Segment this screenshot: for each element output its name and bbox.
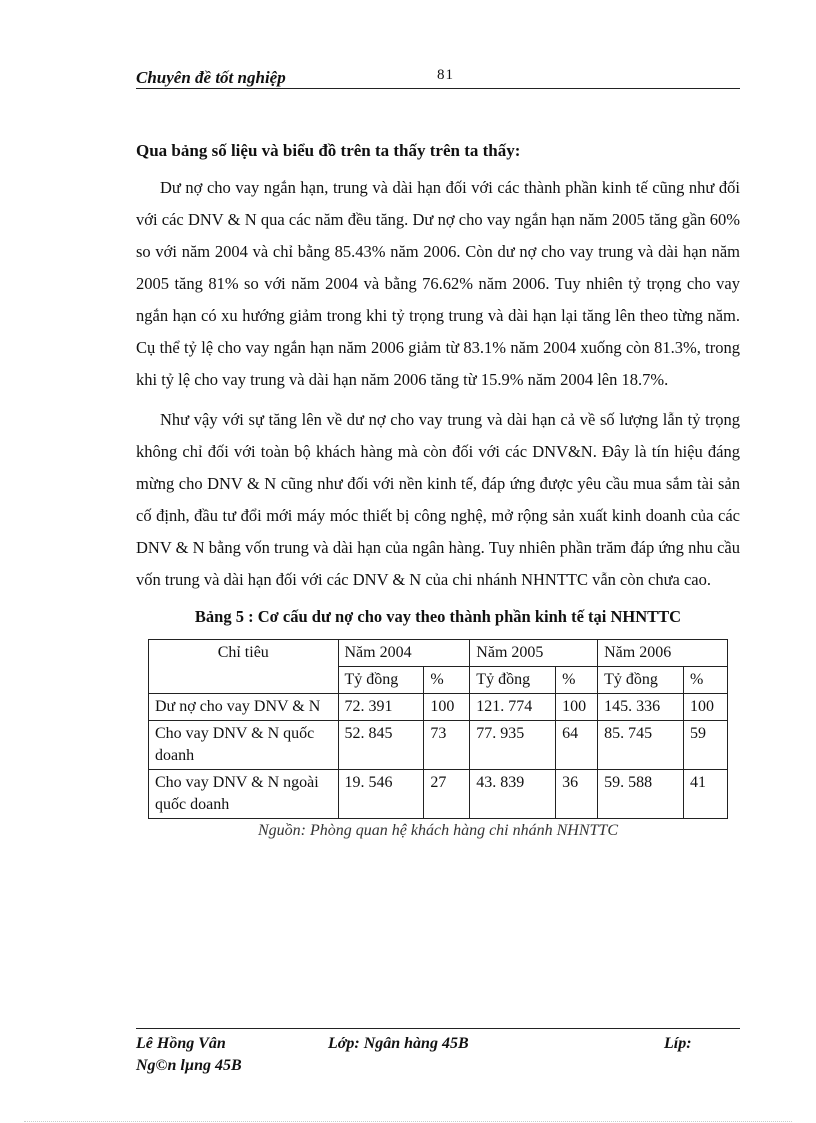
cell: 52. 845 [338,721,424,770]
footer-author: Lê Hồng Vân [136,1035,226,1052]
header-indicator: Chỉ tiêu [149,640,339,694]
footer-class-right: Líp: [664,1035,692,1052]
subheader-percent: % [556,667,598,694]
cell: 121. 774 [470,694,556,721]
row-label: Dư nợ cho vay DNV & N [149,694,339,721]
cell: 43. 839 [470,770,556,819]
footer-line2: Ng©n lµng 45B [136,1057,242,1074]
subheader-amount: Tỷ đồng [598,667,684,694]
page-number: 81 [437,67,454,83]
cell: 72. 391 [338,694,424,721]
subheader-amount: Tỷ đồng [338,667,424,694]
header-year-2006: Năm 2006 [598,640,728,667]
cell: 77. 935 [470,721,556,770]
subheader-percent: % [683,667,727,694]
paragraph-1: Dư nợ cho vay ngắn hạn, trung và dài hạn đối với các thành phần kinh tế cũng như đối với các DNV & N qua các năm đều tăng. Dư nợ cho vay ngắn hạn năm 2005 tăng gần 60% so với năm 2004 và chỉ bằng 85.43% năm 2006. Còn dư nợ cho vay trung và dài hạn năm 2005 tăng 81% so với năm 2004 và bằng 76.62% năm 2006. Tuy nhiên tỷ trọng cho vay ngắn hạn có xu hướng giảm trong khi tỷ trọng trung và dài hạn lại tăng lên theo từng năm. Cụ thể tỷ lệ cho vay ngắn hạn năm 2006 giảm từ 83.1% năm 2004 xuống còn 81.3%, trong khi tỷ lệ cho vay trung và dài hạn năm 2006 tăng từ 15.9% năm 2004 lên 18.7%. [136,178,740,389]
page-content [136,138,740,840]
page-header [136,64,740,89]
cell: 73 [424,721,470,770]
cell: 59 [683,721,727,770]
cell: 100 [556,694,598,721]
page-bottom-rule [24,1121,792,1122]
table-row [149,721,728,770]
cell: 19. 546 [338,770,424,819]
header-title: Chuyên đề tốt nghiệp [136,68,286,87]
header-year-2005: Năm 2005 [470,640,598,667]
footer-class: Lớp: Ngân hàng 45B [328,1035,469,1052]
section-heading: Qua bảng số liệu và biểu đồ trên ta thấy trên ta thấy: [136,141,521,160]
cell: 64 [556,721,598,770]
page-footer [136,1028,740,1074]
table-caption: Bảng 5 : Cơ cấu dư nợ cho vay theo thành phần kinh tế tại NHNTTC [194,607,682,626]
cell: 100 [683,694,727,721]
cell: 27 [424,770,470,819]
table-header-row [149,640,728,667]
table-source: Nguồn: Phòng quan hệ khách hàng chi nhánh NHNTTC [258,822,618,839]
table-row [149,694,728,721]
row-label: Cho vay DNV & N quốc doanh [149,721,339,770]
cell: 41 [683,770,727,819]
cell: 100 [424,694,470,721]
loan-structure-table [148,639,728,819]
header-year-2004: Năm 2004 [338,640,470,667]
paragraph-2: Như vậy với sự tăng lên về dư nợ cho vay trung và dài hạn cả về số lượng lẫn tỷ trọng không chỉ đối với toàn bộ khách hàng mà còn đối với các DNV&N. Đây là tín hiệu đáng mừng cho DNV & N cũng như đối với nền kinh tế, đáp ứng được yêu cầu mua sắm tài sản cố định, đầu tư đổi mới máy móc thiết bị công nghệ, mở rộng sản xuất kinh doanh của các DNV & N bằng vốn trung và dài hạn của ngân hàng. Tuy nhiên phần trăm đáp ứng nhu cầu vốn trung và dài hạn đối với các DNV & N của chi nhánh NHNTTC vẫn còn chưa cao. [136,410,740,589]
subheader-percent: % [424,667,470,694]
table-row [149,770,728,819]
row-label: Cho vay DNV & N ngoài quốc doanh [149,770,339,819]
cell: 145. 336 [598,694,684,721]
subheader-amount: Tỷ đồng [470,667,556,694]
cell: 85. 745 [598,721,684,770]
cell: 59. 588 [598,770,684,819]
cell: 36 [556,770,598,819]
